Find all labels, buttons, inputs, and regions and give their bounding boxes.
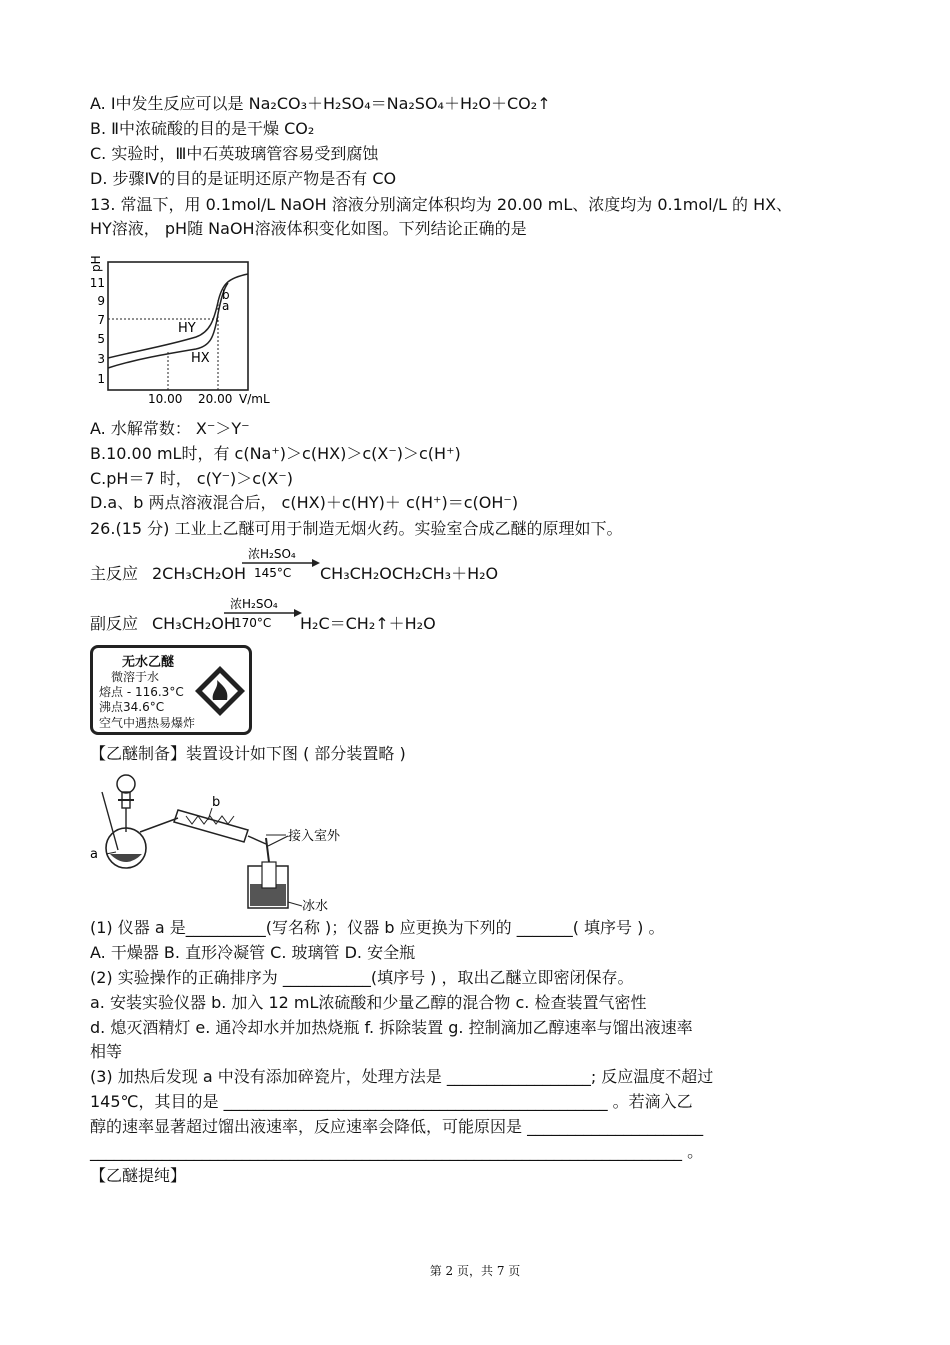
- y-tick: 1: [97, 372, 105, 386]
- y-tick: 7: [97, 313, 105, 327]
- q26-part1: (1) 仪器 a 是__________(写名称 )；仪器 b 应更换为下列的 _______( 填序号 ) 。: [90, 918, 665, 937]
- side-reaction-cond-bottom: 170°C: [234, 616, 272, 630]
- side-reaction-arrow: [222, 595, 302, 631]
- y-axis-label: pH: [89, 255, 103, 272]
- hx-label: HX: [191, 351, 210, 366]
- purification-heading: 【乙醚提纯】: [90, 1166, 187, 1185]
- point-b-label: b: [222, 288, 230, 302]
- hazard-diamond-icon: [193, 664, 247, 718]
- q12-option-a: A. Ⅰ中发生反应可以是 Na₂CO₃＋H₂SO₄＝Na₂SO₄＋H₂O＋CO₂↑: [90, 94, 551, 113]
- q13-option-d: D.a、b 两点溶液混合后， c(HX)＋c(HY)＋ c(H⁺)＝c(OH⁻): [90, 493, 519, 512]
- q12-option-c: C. 实验时，Ⅲ中石英玻璃管容易受到腐蚀: [90, 144, 379, 163]
- ether-label-line: 空气中遇热易爆炸: [99, 716, 196, 730]
- q12-option-b: B. Ⅱ中浓硫酸的目的是干燥 CO₂: [90, 119, 315, 138]
- apparatus-diagram: [88, 770, 358, 915]
- ether-label-line: 熔点 - 116.3°C: [99, 685, 184, 699]
- apparatus-label-a: a: [90, 847, 98, 862]
- main-reaction-arrow: [240, 545, 320, 581]
- x-tick: 20.00: [198, 392, 233, 406]
- ether-label-line: 微溶于水: [111, 670, 160, 684]
- apparatus-label-ice-water: 冰水: [302, 899, 329, 914]
- q13-option-b: B.10.00 mL时，有 c(Na⁺)＞c(HX)＞c(X⁻)＞c(H⁺): [90, 444, 461, 463]
- ether-label-line: 沸点34.6°C: [99, 700, 165, 714]
- apparatus-label-outlet: 接入室外: [288, 829, 341, 844]
- ether-label-card: [90, 645, 252, 735]
- main-reaction-label: 主反应: [90, 564, 139, 583]
- y-tick: 11: [89, 276, 105, 290]
- page-footer: 第 2 页，共 7 页: [429, 1264, 521, 1278]
- side-reaction-rhs: H₂C＝CH₂↑＋H₂O: [300, 614, 436, 633]
- q26-part3-line3: 醇的速率显著超过馏出液速率，反应速率会降低，可能原因是 ______________________: [90, 1117, 704, 1136]
- x-unit: V/mL: [239, 392, 270, 406]
- hy-curve: [108, 274, 248, 358]
- apparatus-label-b: b: [212, 795, 221, 810]
- side-reaction-cond-top: 浓H₂SO₄: [230, 597, 278, 611]
- q26-part3-line1: (3) 加热后发现 a 中没有添加碎瓷片，处理方法是 __________________; 反应温度不超过: [90, 1067, 714, 1086]
- hy-label: HY: [178, 321, 196, 336]
- q26-intro: 26.(15 分) 工业上乙醚可用于制造无烟火药。实验室合成乙醚的原理如下。: [90, 519, 623, 538]
- q12-option-d: D. 步骤Ⅳ的目的是证明还原产物是否有 CO: [90, 169, 397, 188]
- main-reaction-cond-top: 浓H₂SO₄: [248, 547, 296, 561]
- prep-heading: 【乙醚制备】装置设计如下图 ( 部分装置略 ): [90, 744, 406, 763]
- q26-part2-steps-2: d. 熄灭酒精灯 e. 通冷却水并加热烧瓶 f. 拆除装置 g. 控制滴加乙醇速率与馏出液速率: [90, 1018, 693, 1037]
- titration-chart: [86, 250, 286, 410]
- side-reaction-lhs: CH₃CH₂OH: [152, 614, 236, 633]
- q26-part2-steps-3: 相等: [90, 1042, 123, 1061]
- x-tick: 10.00: [148, 392, 183, 406]
- q26-part3-line2: 145℃，其目的是 ________________________________________________ 。若滴入乙: [90, 1092, 693, 1111]
- y-tick: 9: [97, 294, 105, 308]
- y-tick: 3: [97, 352, 105, 366]
- q26-part2-steps-1: a. 安装实验仪器 b. 加入 12 mL浓硫酸和少量乙醇的混合物 c. 检查装置气密性: [90, 993, 647, 1012]
- main-reaction-cond-bottom: 145°C: [254, 566, 292, 580]
- main-reaction-lhs: 2CH₃CH₂OH: [152, 564, 247, 583]
- ether-label-title: 无水乙醚: [121, 655, 174, 670]
- q13-option-c: C.pH＝7 时， c(Y⁻)＞c(X⁻): [90, 469, 293, 488]
- q13-stem-line2: HY溶液， pH随 NaOH溶液体积变化如图。下列结论正确的是: [90, 219, 527, 238]
- y-tick: 5: [97, 332, 105, 346]
- main-reaction-rhs: CH₃CH₂OCH₂CH₃＋H₂O: [320, 564, 499, 583]
- side-reaction-label: 副反应: [90, 614, 139, 633]
- q13-option-a: A. 水解常数： X⁻＞Y⁻: [90, 419, 250, 438]
- q26-part2: (2) 实验操作的正确排序为 ___________(填序号 ) ，取出乙醚立即密闭保存。: [90, 968, 634, 987]
- point-a-label: a: [222, 299, 230, 313]
- q26-part1-options: A. 干燥器 B. 直形冷凝管 C. 玻璃管 D. 安全瓶: [90, 943, 416, 962]
- q13-stem-line1: 13. 常温下，用 0.1mol/L NaOH 溶液分别滴定体积均为 20.00 mL、浓度均为 0.1mol/L 的 HX、: [90, 195, 793, 214]
- q26-part3-line4: __________________________________________________________________________ 。: [90, 1142, 704, 1161]
